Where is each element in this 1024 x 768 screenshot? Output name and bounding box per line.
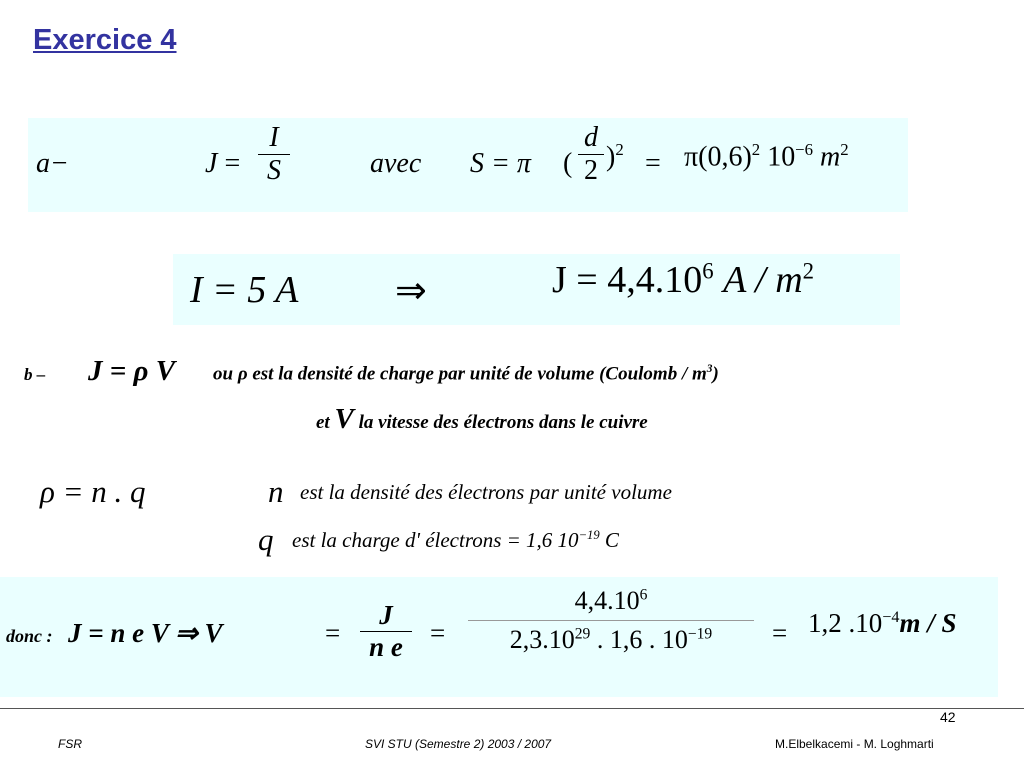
s-equals-pi: S = π [470,148,531,179]
footer-right: M.Elbelkacemi - M. Loghmarti [775,737,934,751]
q-symbol: q [258,522,274,557]
q-description: est la charge d' électrons = 1,6 $10^{-19}$ C [292,528,619,552]
n-symbol: n [268,474,284,509]
rho-equation: ρ = n . q [40,474,146,509]
fraction-i-over-s: I S [258,122,290,187]
velocity-equation: J = n e V ⇒ V [68,618,223,648]
part-b-description-1: ou ρ est la densité de charge par unité de volume (Coulomb / $m^3$) [213,363,719,385]
implies-arrow: ⇒ [395,270,427,312]
part-b-label: b – [24,365,46,384]
n-description: est la densité des électrons par unité volume [300,480,672,504]
part-b-description-2: et V la vitesse des électrons dans le cuivre [316,403,648,435]
equals-1: = [325,618,341,648]
fraction-d-over-2: d 2 [578,122,604,187]
equals-2: = [430,618,446,648]
fraction-numeric: 4,4.10$^6$ 2,3.10$^{29}$ . 1,6 . $10^{-19}$ [468,586,754,655]
velocity-result: 1,2 $.10^{-4}m$ / S [808,608,957,638]
part-a-label: a− [36,148,69,179]
footer-left: FSR [58,737,82,751]
avec-text: avec [370,148,422,179]
equals-sign: = [645,148,661,179]
paren-close-squared: )$^2$ [606,140,624,173]
page-number: 42 [940,709,956,725]
fraction-j-over-ne: J n e [360,600,412,663]
donc-label: donc : [6,626,53,646]
current-density-result: $J = 4,4.10^6$ A / $m^2$ [552,258,815,301]
footer-divider [0,708,1024,709]
j-rho-v-equation: J = ρ V [88,355,176,387]
footer-center: SVI STU (Semestre 2) 2003 / 2007 [365,737,552,751]
paren-open: ( [563,148,573,179]
j-symbol: J = [205,148,241,179]
slide-title: Exercice 4 [33,24,177,56]
equals-3: = [772,618,788,648]
current-value: I = 5 A [190,269,299,311]
pi-value: $\pi(0,6)^2$ $10^{-6}$ $m^2$ [684,140,849,173]
